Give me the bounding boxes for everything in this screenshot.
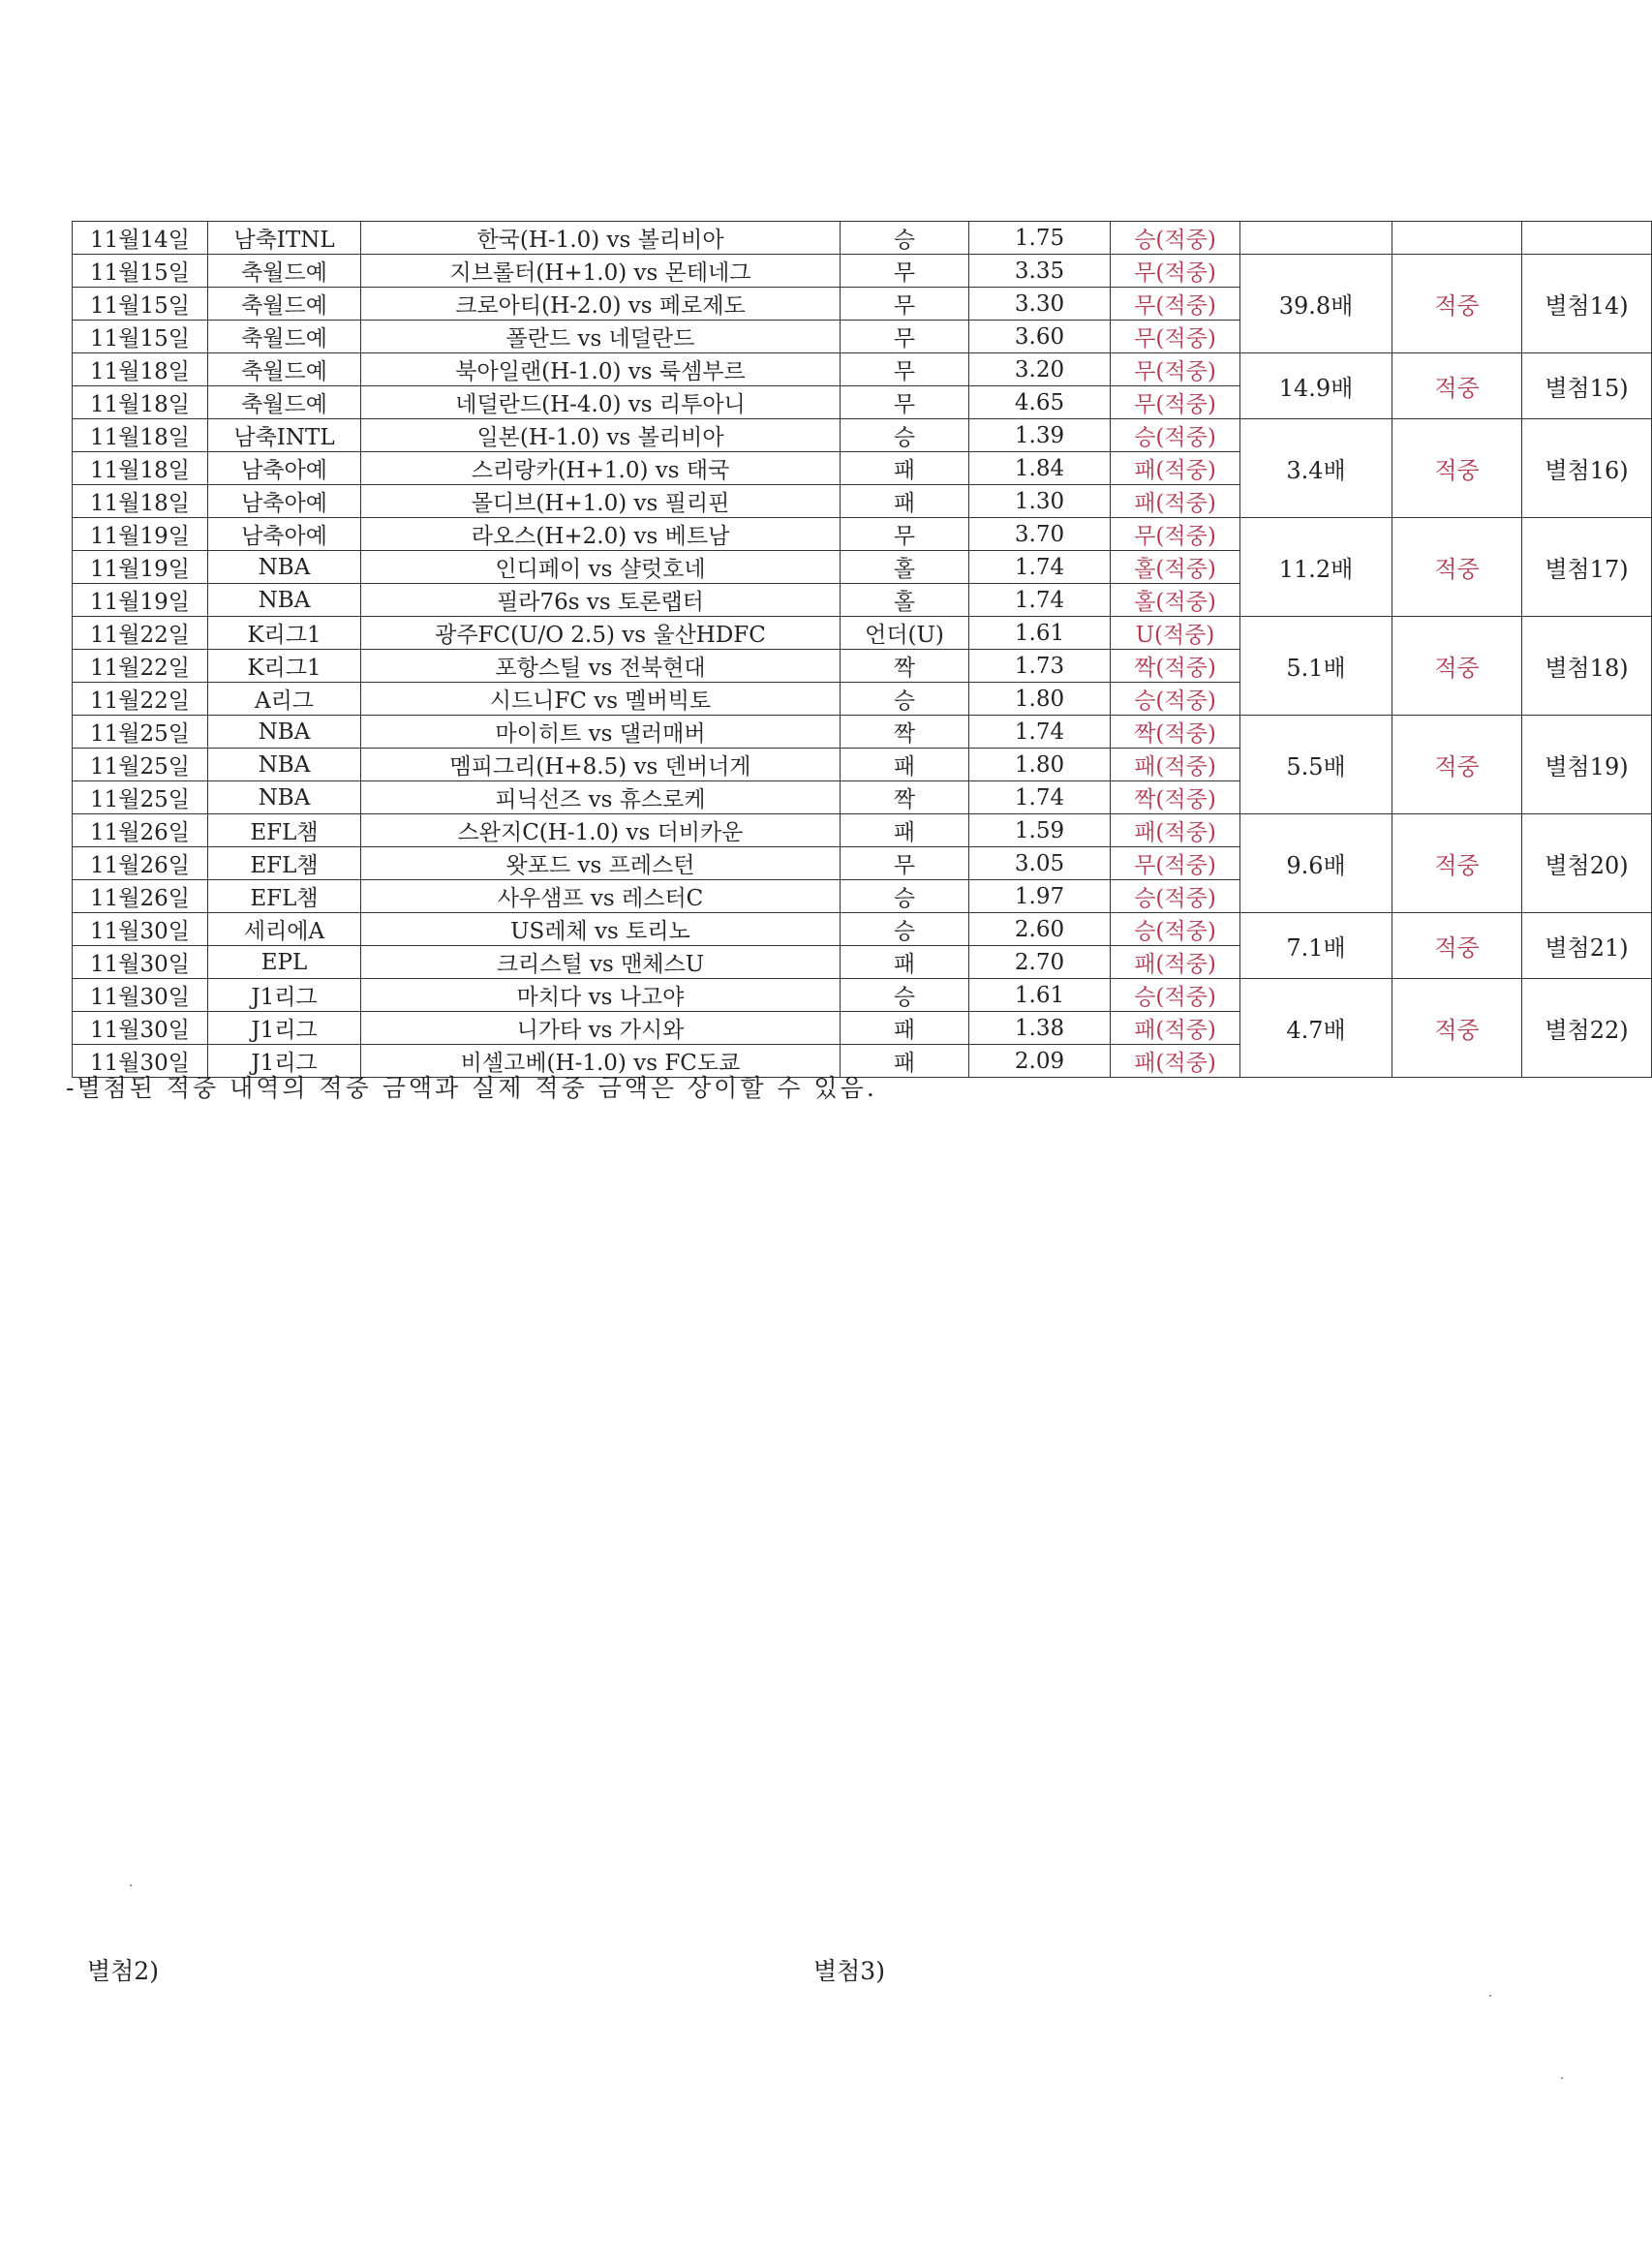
pick-cell: 언더(U)	[841, 617, 969, 650]
betting-record-table	[72, 221, 1652, 1078]
odds-cell: 2.09	[969, 1045, 1111, 1078]
multiplier-cell	[1240, 222, 1392, 255]
table-row	[73, 353, 1652, 386]
status-cell: 적중	[1392, 814, 1522, 913]
result-cell: 무(적중)	[1111, 321, 1240, 353]
disclaimer-note: -별첨된 적중 내역의 적중 금액과 실제 적중 금액은 상이할 수 있음.	[66, 1074, 877, 1102]
odds-cell: 1.97	[969, 880, 1111, 913]
attachment-cell: 별첨16)	[1522, 419, 1652, 518]
league-cell: EFL챔	[208, 880, 361, 913]
league-cell: J1리그	[208, 1012, 361, 1045]
odds-cell: 2.60	[969, 913, 1111, 946]
pick-cell: 패	[841, 485, 969, 518]
result-cell: 승(적중)	[1111, 683, 1240, 716]
result-cell: 무(적중)	[1111, 255, 1240, 288]
pick-cell: 홀	[841, 551, 969, 584]
result-cell: U(적중)	[1111, 617, 1240, 650]
result-cell: 승(적중)	[1111, 913, 1240, 946]
match-cell: 스완지C(H-1.0) vs 더비카운	[361, 814, 841, 847]
league-cell: EPL	[208, 946, 361, 979]
pick-cell: 무	[841, 518, 969, 551]
scan-speck	[130, 1884, 132, 1886]
result-cell: 패(적중)	[1111, 1012, 1240, 1045]
attachment-label-left: 별첨2)	[87, 1957, 159, 1985]
scan-speck	[1489, 1995, 1491, 1997]
status-cell: 적중	[1392, 518, 1522, 617]
pick-cell: 승	[841, 913, 969, 946]
date-cell: 11월26일	[73, 847, 208, 880]
match-cell: 인디페이 vs 샬럿호네	[361, 551, 841, 584]
date-cell: 11월15일	[73, 288, 208, 321]
date-cell: 11월18일	[73, 419, 208, 452]
date-cell: 11월30일	[73, 913, 208, 946]
league-cell: 축월드예	[208, 321, 361, 353]
odds-cell: 1.80	[969, 749, 1111, 781]
status-cell	[1392, 222, 1522, 255]
odds-cell: 1.39	[969, 419, 1111, 452]
odds-cell: 1.59	[969, 814, 1111, 847]
match-cell: 광주FC(U/O 2.5) vs 울산HDFC	[361, 617, 841, 650]
attachment-cell: 별첨21)	[1522, 913, 1652, 979]
odds-cell: 1.74	[969, 781, 1111, 814]
odds-cell: 1.74	[969, 716, 1111, 749]
status-cell: 적중	[1392, 255, 1522, 353]
league-cell: J1리그	[208, 1045, 361, 1078]
odds-cell: 3.70	[969, 518, 1111, 551]
match-cell: 사우샘프 vs 레스터C	[361, 880, 841, 913]
match-cell: 스리랑카(H+1.0) vs 태국	[361, 452, 841, 485]
match-cell: 몰디브(H+1.0) vs 필리핀	[361, 485, 841, 518]
match-cell: 비셀고베(H-1.0) vs FC도쿄	[361, 1045, 841, 1078]
status-cell: 적중	[1392, 617, 1522, 716]
result-cell: 짝(적중)	[1111, 781, 1240, 814]
status-cell: 적중	[1392, 716, 1522, 814]
table-row	[73, 716, 1652, 749]
pick-cell: 무	[841, 321, 969, 353]
match-cell: 멤피그리(H+8.5) vs 덴버너게	[361, 749, 841, 781]
multiplier-cell: 39.8배	[1240, 255, 1392, 353]
result-cell: 승(적중)	[1111, 419, 1240, 452]
match-cell: 크리스털 vs 맨체스U	[361, 946, 841, 979]
date-cell: 11월19일	[73, 518, 208, 551]
result-cell: 짝(적중)	[1111, 650, 1240, 683]
odds-cell: 1.74	[969, 551, 1111, 584]
pick-cell: 짝	[841, 781, 969, 814]
league-cell: NBA	[208, 749, 361, 781]
multiplier-cell: 7.1배	[1240, 913, 1392, 979]
pick-cell: 무	[841, 288, 969, 321]
league-cell: K리그1	[208, 650, 361, 683]
date-cell: 11월15일	[73, 255, 208, 288]
pick-cell: 패	[841, 946, 969, 979]
table-row	[73, 913, 1652, 946]
status-cell: 적중	[1392, 913, 1522, 979]
pick-cell: 패	[841, 1045, 969, 1078]
multiplier-cell: 14.9배	[1240, 353, 1392, 419]
pick-cell: 승	[841, 419, 969, 452]
date-cell: 11월26일	[73, 814, 208, 847]
date-cell: 11월18일	[73, 386, 208, 419]
league-cell: 남축아예	[208, 485, 361, 518]
odds-cell: 1.38	[969, 1012, 1111, 1045]
result-cell: 홀(적중)	[1111, 551, 1240, 584]
match-cell: 한국(H-1.0) vs 볼리비아	[361, 222, 841, 255]
match-cell: 필라76s vs 토론랩터	[361, 584, 841, 617]
match-cell: 니가타 vs 가시와	[361, 1012, 841, 1045]
result-cell: 홀(적중)	[1111, 584, 1240, 617]
pick-cell: 승	[841, 979, 969, 1012]
result-cell: 무(적중)	[1111, 386, 1240, 419]
multiplier-cell: 11.2배	[1240, 518, 1392, 617]
multiplier-cell: 5.1배	[1240, 617, 1392, 716]
table-row	[73, 419, 1652, 452]
result-cell: 짝(적중)	[1111, 716, 1240, 749]
attachment-cell: 별첨18)	[1522, 617, 1652, 716]
league-cell: NBA	[208, 551, 361, 584]
pick-cell: 패	[841, 814, 969, 847]
match-cell: 지브롤터(H+1.0) vs 몬테네그	[361, 255, 841, 288]
pick-cell: 승	[841, 222, 969, 255]
pick-cell: 홀	[841, 584, 969, 617]
table-row	[73, 518, 1652, 551]
odds-cell: 2.70	[969, 946, 1111, 979]
table-row	[73, 222, 1652, 255]
attachment-cell: 별첨14)	[1522, 255, 1652, 353]
match-cell: US레체 vs 토리노	[361, 913, 841, 946]
match-cell: 마치다 vs 나고야	[361, 979, 841, 1012]
date-cell: 11월19일	[73, 584, 208, 617]
match-cell: 크로아티(H-2.0) vs 페로제도	[361, 288, 841, 321]
league-cell: J1리그	[208, 979, 361, 1012]
pick-cell: 패	[841, 452, 969, 485]
league-cell: 축월드예	[208, 255, 361, 288]
pick-cell: 무	[841, 386, 969, 419]
league-cell: EFL챔	[208, 814, 361, 847]
match-cell: 북아일랜(H-1.0) vs 룩셈부르	[361, 353, 841, 386]
result-cell: 패(적중)	[1111, 946, 1240, 979]
league-cell: NBA	[208, 584, 361, 617]
odds-cell: 1.73	[969, 650, 1111, 683]
league-cell: 남축ITNL	[208, 222, 361, 255]
date-cell: 11월18일	[73, 452, 208, 485]
match-cell: 포항스틸 vs 전북현대	[361, 650, 841, 683]
date-cell: 11월18일	[73, 353, 208, 386]
result-cell: 패(적중)	[1111, 814, 1240, 847]
odds-cell: 3.30	[969, 288, 1111, 321]
odds-cell: 3.35	[969, 255, 1111, 288]
status-cell: 적중	[1392, 419, 1522, 518]
date-cell: 11월14일	[73, 222, 208, 255]
match-cell: 마이히트 vs 댈러매버	[361, 716, 841, 749]
odds-cell: 3.05	[969, 847, 1111, 880]
date-cell: 11월19일	[73, 551, 208, 584]
league-cell: 남축아예	[208, 518, 361, 551]
result-cell: 무(적중)	[1111, 353, 1240, 386]
match-cell: 폴란드 vs 네덜란드	[361, 321, 841, 353]
pick-cell: 짝	[841, 716, 969, 749]
table-row	[73, 617, 1652, 650]
date-cell: 11월30일	[73, 1012, 208, 1045]
league-cell: 축월드예	[208, 288, 361, 321]
result-cell: 패(적중)	[1111, 749, 1240, 781]
pick-cell: 패	[841, 749, 969, 781]
odds-cell: 1.75	[969, 222, 1111, 255]
match-cell: 네덜란드(H-4.0) vs 리투아니	[361, 386, 841, 419]
multiplier-cell: 4.7배	[1240, 979, 1392, 1078]
league-cell: A리그	[208, 683, 361, 716]
attachment-cell	[1522, 222, 1652, 255]
date-cell: 11월30일	[73, 946, 208, 979]
odds-cell: 1.80	[969, 683, 1111, 716]
date-cell: 11월25일	[73, 716, 208, 749]
scan-speck	[1561, 2077, 1563, 2079]
match-cell: 피닉선즈 vs 휴스로케	[361, 781, 841, 814]
pick-cell: 짝	[841, 650, 969, 683]
match-cell: 라오스(H+2.0) vs 베트남	[361, 518, 841, 551]
league-cell: K리그1	[208, 617, 361, 650]
league-cell: 축월드예	[208, 353, 361, 386]
attachment-cell: 별첨15)	[1522, 353, 1652, 419]
table-row	[73, 255, 1652, 288]
table-row	[73, 814, 1652, 847]
match-cell: 시드니FC vs 멜버빅토	[361, 683, 841, 716]
date-cell: 11월18일	[73, 485, 208, 518]
pick-cell: 무	[841, 847, 969, 880]
attachment-cell: 별첨19)	[1522, 716, 1652, 814]
result-cell: 패(적중)	[1111, 452, 1240, 485]
result-cell: 승(적중)	[1111, 222, 1240, 255]
date-cell: 11월30일	[73, 1045, 208, 1078]
odds-cell: 1.61	[969, 979, 1111, 1012]
date-cell: 11월25일	[73, 749, 208, 781]
odds-cell: 1.84	[969, 452, 1111, 485]
odds-cell: 1.30	[969, 485, 1111, 518]
result-cell: 승(적중)	[1111, 979, 1240, 1012]
attachment-cell: 별첨20)	[1522, 814, 1652, 913]
pick-cell: 패	[841, 1012, 969, 1045]
multiplier-cell: 3.4배	[1240, 419, 1392, 518]
pick-cell: 무	[841, 255, 969, 288]
odds-cell: 4.65	[969, 386, 1111, 419]
pick-cell: 승	[841, 683, 969, 716]
attachment-cell: 별첨17)	[1522, 518, 1652, 617]
multiplier-cell: 5.5배	[1240, 716, 1392, 814]
league-cell: EFL챔	[208, 847, 361, 880]
result-cell: 무(적중)	[1111, 518, 1240, 551]
result-cell: 패(적중)	[1111, 485, 1240, 518]
result-cell: 무(적중)	[1111, 288, 1240, 321]
attachment-cell: 별첨22)	[1522, 979, 1652, 1078]
date-cell: 11월22일	[73, 617, 208, 650]
league-cell: NBA	[208, 716, 361, 749]
odds-cell: 3.60	[969, 321, 1111, 353]
pick-cell: 무	[841, 353, 969, 386]
pick-cell: 승	[841, 880, 969, 913]
league-cell: 축월드예	[208, 386, 361, 419]
multiplier-cell: 9.6배	[1240, 814, 1392, 913]
league-cell: 세리에A	[208, 913, 361, 946]
status-cell: 적중	[1392, 979, 1522, 1078]
table-row	[73, 979, 1652, 1012]
odds-cell: 1.74	[969, 584, 1111, 617]
status-cell: 적중	[1392, 353, 1522, 419]
odds-cell: 1.61	[969, 617, 1111, 650]
league-cell: 남축아예	[208, 452, 361, 485]
date-cell: 11월25일	[73, 781, 208, 814]
league-cell: NBA	[208, 781, 361, 814]
result-cell: 패(적중)	[1111, 1045, 1240, 1078]
date-cell: 11월30일	[73, 979, 208, 1012]
match-cell: 일본(H-1.0) vs 볼리비아	[361, 419, 841, 452]
attachment-label-right: 별첨3)	[813, 1957, 885, 1985]
date-cell: 11월22일	[73, 683, 208, 716]
odds-cell: 3.20	[969, 353, 1111, 386]
betting-table-body	[73, 222, 1652, 1078]
league-cell: 남축INTL	[208, 419, 361, 452]
result-cell: 무(적중)	[1111, 847, 1240, 880]
match-cell: 왓포드 vs 프레스턴	[361, 847, 841, 880]
result-cell: 승(적중)	[1111, 880, 1240, 913]
date-cell: 11월26일	[73, 880, 208, 913]
date-cell: 11월22일	[73, 650, 208, 683]
date-cell: 11월15일	[73, 321, 208, 353]
